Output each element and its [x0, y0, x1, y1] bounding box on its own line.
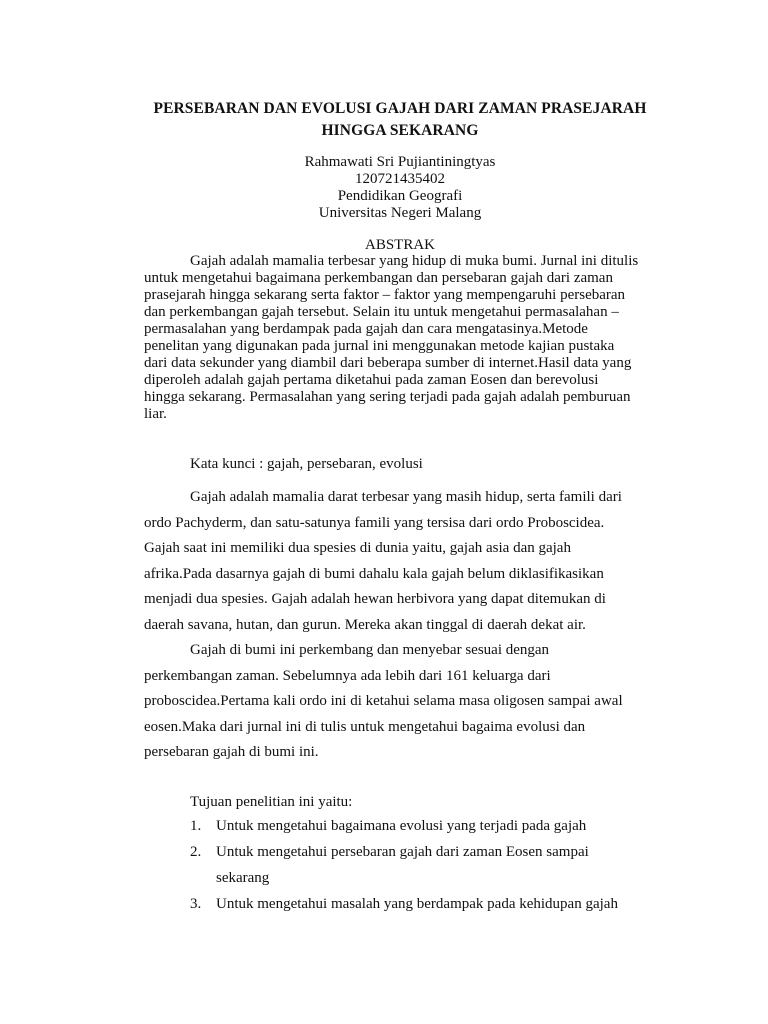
body-paragraph-1: [144, 485, 644, 638]
paragraph-line: daerah savana, hutan, dan gurun. Mereka akan tinggal di daerah dekat air.: [144, 616, 586, 633]
abstract-line: hingga sekarang. Permasalahan yang sering terjadi pada gajah adalah pemburuan: [144, 389, 631, 405]
list-item-text: sekarang: [216, 870, 270, 886]
abstract-line: diperoleh adalah gajah pertama diketahui pada zaman Eosen dan berevolusi: [144, 372, 599, 388]
abstract-body: [144, 253, 644, 423]
abstract-line: untuk mengetahui bagaimana perkembangan dan persebaran gajah dari zaman: [144, 270, 613, 286]
list-item-text: Untuk mengetahui masalah yang berdampak pada kehidupan gajah: [216, 896, 618, 912]
paragraph-line: Gajah adalah mamalia darat terbesar yang masih hidup, serta famili dari: [190, 489, 622, 505]
body-paragraph-2: [144, 638, 644, 766]
abstract-line: liar.: [144, 406, 167, 422]
list-item-text: Untuk mengetahui bagaimana evolusi yang terjadi pada gajah: [216, 818, 587, 834]
abstract-heading: ABSTRAK: [364, 237, 435, 253]
list-item: [190, 839, 650, 891]
author-department: Pendidikan Geografi: [337, 188, 463, 204]
abstract-line: Gajah adalah mamalia terbesar yang hidup di muka bumi. Jurnal ini ditulis: [190, 253, 639, 269]
paragraph-line: eosen.Maka dari jurnal ini di tulis untuk mengetahui bagaima evolusi dan: [144, 718, 586, 735]
abstract-line: permasalahan yang berdampak pada gajah dan cara mengatasinya.Metode: [144, 321, 588, 337]
title-line: PERSEBARAN DAN EVOLUSI GAJAH DARI ZAMAN PRASEJARAH: [153, 100, 647, 117]
author-id: 120721435402: [355, 171, 445, 187]
keywords: Kata kunci : gajah, persebaran, evolusi: [190, 456, 423, 472]
paragraph-line: Gajah saat ini memiliki dua spesies di dunia yaitu, gajah asia dan gajah: [144, 540, 571, 556]
list-number: 1.: [190, 818, 202, 834]
list-item-text: Untuk mengetahui persebaran gajah dari zaman Eosen sampai: [216, 844, 589, 860]
objectives-intro: Tujuan penelitian ini yaitu:: [190, 794, 353, 810]
list-number: 2.: [190, 844, 202, 860]
abstract-line: prasejarah hingga sekarang serta faktor – faktor yang mempengaruhi persebaran: [144, 287, 626, 303]
abstract-line: dan perkembangan gajah tersebut. Selain itu untuk mengetahui permasalahan –: [144, 304, 619, 320]
abstract-line: penelitan yang digunakan pada jurnal ini menggunakan metode kajian pustaka: [144, 338, 615, 354]
paragraph-line: proboscidea.Pertama kali ordo ini di ketahui selama masa oligosen sampai awal: [144, 693, 623, 709]
paragraph-line: menjadi dua spesies. Gajah adalah hewan herbivora yang dapat ditemukan di: [144, 591, 606, 607]
objectives-list: [190, 813, 650, 917]
author-university: Universitas Negeri Malang: [318, 205, 482, 221]
list-number: 3.: [190, 896, 202, 912]
paragraph-line: persebaran gajah di bumi ini.: [144, 744, 319, 760]
author-name: Rahmawati Sri Pujiantiningtyas: [304, 154, 496, 170]
paragraph-line: ordo Pachyderm, dan satu-satunya famili yang tersisa dari ordo Proboscidea.: [144, 514, 605, 531]
abstract-line: dari data sekunder yang diambil dari beberapa sumber di internet.Hasil data yang: [144, 355, 632, 371]
list-item: [190, 891, 650, 917]
document-title: [130, 98, 670, 142]
paragraph-line: Gajah di bumi ini perkembang dan menyebar sesuai dengan: [190, 642, 550, 658]
paragraph-line: afrika.Pada dasarnya gajah di bumi dahalu kala gajah belum diklasifikasikan: [144, 565, 604, 582]
title-line: HINGGA SEKARANG: [321, 122, 479, 139]
list-item: [190, 813, 650, 839]
paragraph-line: perkembangan zaman. Sebelumnya ada lebih dari 161 keluarga dari: [144, 667, 551, 684]
